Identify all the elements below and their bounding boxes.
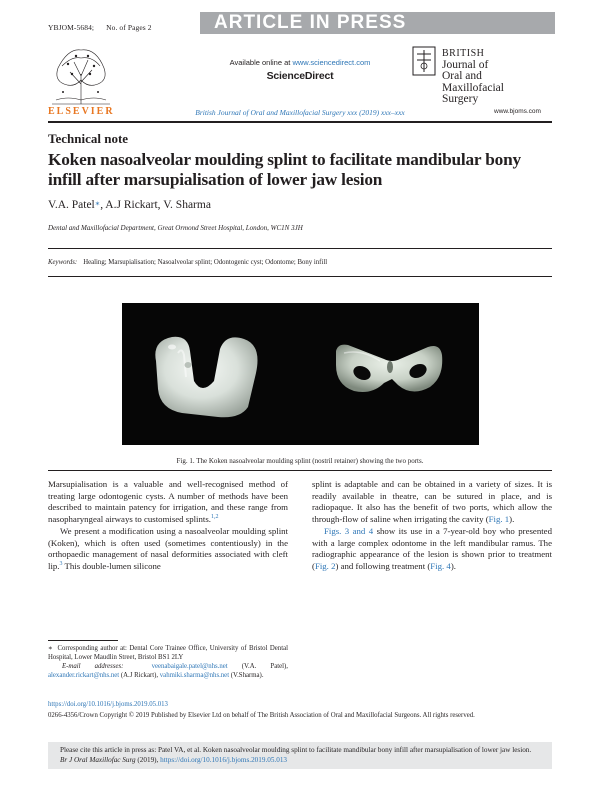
reference-link[interactable]: 1,2 [210, 514, 219, 521]
page-count: No. of Pages 2 [106, 23, 152, 32]
keywords-label: Keywords: [48, 259, 78, 266]
author-list: V.A. Patel∗, A.J Rickart, V. Sharma [48, 199, 211, 211]
paragraph: splint is adaptable and can be obtained in a variety of sizes. It is readily available in theatre, can be sutured in place, and is radiopaque. It also has the benefit of two ports, which allow the through-flow of saline when irrigating the cavity (Fig. 1). [312, 479, 552, 525]
paragraph: Marsupialisation is a valuable and well-recognised method of treating large odontogenic cysts. A number of methods have been described to maintain patency for irrigation, and these range from nasopharyngeal airways to customised splints.$^{1,2}$ [48, 479, 288, 525]
figure-1-photo [122, 303, 479, 445]
platform-name: ScienceDirect [266, 70, 334, 82]
header-rule [48, 121, 552, 123]
corresponding-marker[interactable]: ∗ [94, 199, 101, 208]
article-in-press-banner: ARTICLE IN PRESS [200, 12, 555, 34]
paragraph: We present a modification using a nasoalveolar moulding splint (Koken), which is often used (sometimes contentiously) in the orthopaedic management of nasal deformities associated with cleft lip.$^3$ This double-lumen silicone [48, 525, 288, 571]
figure-link[interactable]: Fig. 2 [314, 560, 336, 571]
keywords [48, 259, 327, 266]
citation-doi-link[interactable]: https://doi.org/10.1016/j.bjoms.2019.05.013 [160, 755, 288, 764]
figure-link[interactable]: Fig. 1 [488, 514, 510, 525]
availability-line: Available online at www.sciencedirect.com [229, 58, 371, 67]
email-link[interactable]: vahmiki.sharma@nhs.net [159, 671, 230, 679]
paragraph: Figs. 3 and 4 show its use in a 7-year-old boy who presented with a large complex odontome in the left mandibular ramus. The radiographic appearance of the lesion is shown prior to treatment (Fig. 2) and following treatment (Fig. 4). [312, 525, 552, 571]
doi-link[interactable]: https://doi.org/10.1016/j.bjoms.2019.05.013 [48, 701, 168, 708]
body-column-left [48, 479, 288, 573]
article-type: Technical note [48, 131, 129, 146]
journal-citation-line: British Journal of Oral and Maxillofacial Surgery xxx (2019) xxx–xxx [195, 108, 405, 117]
affiliation: Dental and Maxillofacial Department, Great Ormond Street Hospital, London, WC1N 3JH [48, 224, 303, 232]
article-title: Koken nasoalveolar moulding splint to facilitate mandibular bony infill after marsupialisation of lower jaw lesion [48, 150, 521, 189]
bjoms-crest-icon [412, 46, 436, 76]
figure-caption: Fig. 1. The Koken nasoalveolar moulding splint (nostril retainer) showing the two ports. [176, 457, 424, 465]
body-column-right [312, 479, 552, 573]
citation-box: Please cite this article in press as: Patel VA, et al. Koken nasoalveolar moulding splint to facilitate mandibular bony infill after marsupialisation of lower jaw lesion. Br J Oral Maxillofac Surg (2019), https://doi.org/10.1016/j.bjoms.2019.05.013 [48, 742, 552, 769]
divider [48, 276, 552, 277]
sciencedirect-link[interactable]: www.sciencedirect.com [292, 58, 371, 67]
figure-link[interactable]: Figs. 3 and 4 [324, 525, 374, 536]
divider [48, 470, 552, 471]
journal-logo-title: BRITISH Journal of Oral and Maxillofacial Surgery [442, 48, 504, 105]
reference-link[interactable]: 3 [59, 560, 63, 567]
copyright-line: 0266-4356/Crown Copyright © 2019 Published by Elsevier Ltd on behalf of The British Association of Oral and Maxillofacial Surgeons. All rights reserved. [48, 712, 475, 719]
article-meta [48, 23, 162, 32]
keywords-list: Healing; Marsupialisation; Nasoalveolar splint; Odontogenic cyst; Odontome; Bony infill [83, 259, 328, 266]
article-code: YBJOM-5684; [48, 23, 95, 32]
corresponding-footnote: ∗ Corresponding author at: Dental Core Trainee Office, University of Bristol Dental Hospital, Lower Maudlin Street, Bristol BS1 2LY E-mail addresses: veenabaigale.patel@nhs.net (V.A. Patel), alexander.rickart@nhs.net (A.J Rickart), vahmiki.sharma@nhs.net (V.Sharma). [48, 645, 288, 679]
divider [48, 248, 552, 249]
footnote-rule [48, 640, 118, 641]
publisher-wordmark: ELSEVIER [48, 106, 115, 117]
journal-url[interactable]: www.bjoms.com [494, 108, 541, 115]
figure-link[interactable]: Fig. 4 [430, 560, 451, 571]
email-link[interactable]: veenabaigale.patel@nhs.net [151, 662, 228, 670]
email-link[interactable]: alexander.rickart@nhs.net [48, 671, 120, 679]
